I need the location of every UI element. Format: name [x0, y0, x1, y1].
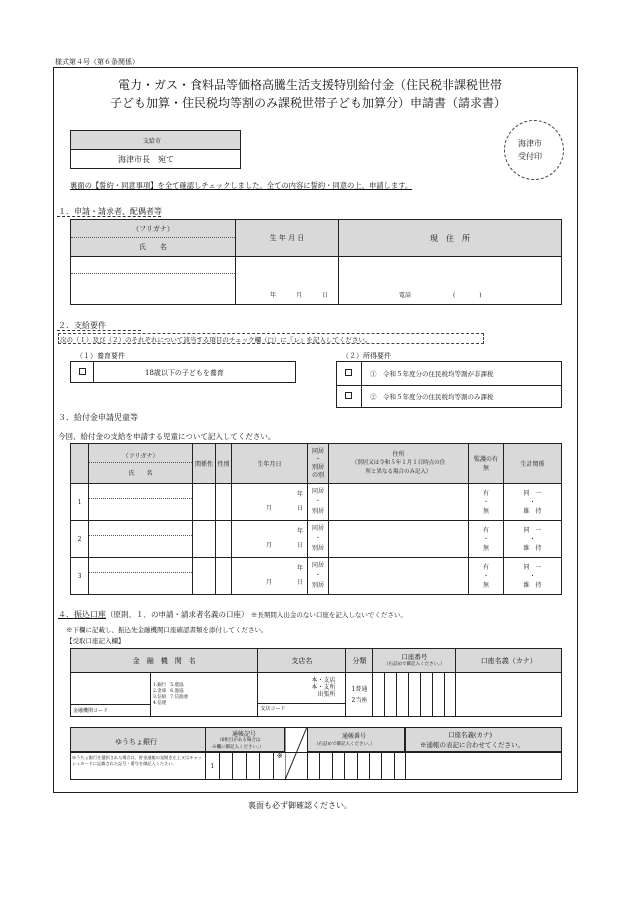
yucho-number-header: 通帳番号 — [342, 733, 367, 740]
guardian-no: 無 — [482, 581, 489, 589]
guardian-cell[interactable] — [469, 484, 504, 521]
support-maintain: 維 持 — [523, 581, 542, 589]
account-number-header: 口座番号 — [401, 652, 428, 661]
support-maintain: 維 持 — [523, 507, 542, 515]
cohab-option-2: ・ — [314, 572, 321, 579]
applicant-name-cell[interactable] — [71, 257, 236, 305]
child-address-header: 住所 — [392, 451, 405, 458]
yucho-note: ゆうちょ銀行を選択された場合は、貯金通帳の見開き左上又はキャッシュカードに記載された記号・番号を御記入ください。 — [72, 755, 202, 766]
requirement2-divider-h — [336, 385, 562, 386]
yucho-row-divider — [70, 752, 562, 753]
yucho-holder-sub: ※通帳の表記に合わせてください。 — [420, 741, 524, 749]
branch-header: 支店名 — [291, 656, 313, 665]
guardian-no: 無 — [482, 544, 489, 552]
yucho-number-boxes[interactable] — [307, 752, 406, 780]
form-number: 様式第４号（第６条関係） — [55, 58, 139, 66]
relation-header: 関係性 — [194, 461, 213, 468]
cohab-option-3: 別居 — [311, 545, 324, 552]
birth-day: 日 — [296, 505, 303, 512]
relation-cell[interactable] — [193, 558, 216, 595]
sex-cell[interactable] — [216, 484, 232, 521]
stamp-line-1: 海津市 — [518, 139, 542, 148]
branch-code-label: 支店コード — [258, 703, 345, 715]
relation-cell[interactable] — [193, 521, 216, 558]
account-entry-label: 【受取口座記入欄】 — [66, 637, 125, 645]
yucho-symbol-sub2: ※欄に御記入ください。） — [212, 745, 264, 750]
requirement2-heading: （２）所得要件 — [342, 352, 391, 360]
child-birth-header: 生年月日 — [257, 461, 282, 468]
birth-year: 年 — [296, 491, 303, 498]
yucho-label: ゆうちょ銀行 — [115, 738, 157, 746]
guardian-yes: 有 — [482, 526, 489, 534]
section4-heading-paren: （原則、１．の申請・請求者名義の口座） — [106, 610, 249, 619]
income-option1-checkbox[interactable] — [345, 369, 352, 376]
bank-type-cell[interactable] — [151, 673, 258, 717]
child-name-cell[interactable] — [89, 521, 193, 558]
applicant-birth-label: 生 年 月 日 — [269, 234, 305, 242]
footer-note: 裏面も必ず御確認ください。 — [248, 801, 352, 810]
bank-code-label: 金融機関コード — [71, 704, 150, 716]
support-same: 同 一 — [523, 489, 542, 497]
support-sep: ・ — [529, 498, 536, 506]
branch-cell[interactable] — [258, 673, 346, 717]
child-name-cell[interactable] — [89, 484, 193, 521]
bank-type-3: 3.信組 — [153, 694, 167, 700]
yucho-symbol-header: 通帳記号 — [232, 731, 257, 738]
child-row-2 — [71, 521, 562, 558]
sex-cell[interactable] — [216, 558, 232, 595]
sex-cell[interactable] — [216, 521, 232, 558]
title-line-1: 電力・ガス・食料品等価格高騰生活支援特別給付金（住民税非課税世帯 — [118, 78, 503, 92]
income-option2-checkbox[interactable] — [345, 392, 352, 399]
yucho-diagonal — [285, 727, 307, 780]
cohab-header-3: 別居 — [311, 463, 324, 471]
cohab-option-3: 別居 — [311, 582, 324, 589]
bank-type-5: 5.農協 — [170, 682, 184, 688]
guardian-header-2: 無 — [482, 464, 489, 472]
applicant-name-label: 氏 名 — [139, 243, 167, 251]
guardian-sep: ・ — [482, 572, 489, 580]
support-sep: ・ — [529, 572, 536, 580]
section2-heading: ２．支給要件 — [58, 321, 106, 330]
income-option1-label: ① 令和５年度分の住民税均等割が非課税 — [370, 370, 494, 378]
cohab-option-3: 別居 — [311, 508, 324, 515]
payer-value: 海津市長 宛て — [118, 155, 174, 164]
cohab-option-2: ・ — [314, 498, 321, 505]
bank-type-7: 7.信漁連 — [170, 694, 189, 700]
support-sep: ・ — [529, 535, 536, 543]
cohab-option-2: ・ — [314, 535, 321, 542]
cohab-cell[interactable] — [308, 558, 329, 595]
cohab-header-1: 同居 — [311, 447, 324, 455]
cohab-header-2: ・ — [314, 455, 321, 463]
child-row-number: 1 — [71, 484, 89, 521]
guardian-sep: ・ — [482, 535, 489, 543]
bank-type-1: 1.銀行 — [153, 682, 167, 688]
requirement1-heading: （１）養育要件 — [76, 352, 125, 360]
children-table — [70, 443, 562, 595]
sex-header: 性別 — [217, 461, 230, 468]
yucho-star: ※ — [276, 752, 283, 760]
support-header: 生計関係 — [520, 461, 545, 468]
account-holder-header: 口座名義（カナ） — [480, 656, 537, 665]
support-cell[interactable] — [504, 484, 562, 521]
birth-day: 日 — [296, 579, 303, 586]
guardian-cell[interactable] — [469, 521, 504, 558]
account-type-1: 1普通 — [351, 685, 368, 693]
applicant-birth-year: 年 — [270, 292, 277, 299]
child-name-header: 氏 名 — [128, 469, 153, 477]
account-type-2: 2当座 — [351, 696, 368, 704]
yucho-symbol-sub1: （6桁目がある場合は — [217, 738, 261, 743]
phone-label: 電話 — [399, 292, 412, 299]
branch-type-3: 出張所 — [317, 691, 336, 698]
account-holder-cell[interactable] — [456, 673, 562, 717]
bank-name-cell[interactable] — [71, 673, 151, 717]
child-row-number: 3 — [71, 558, 89, 595]
birth-day: 日 — [296, 542, 303, 549]
child-address-sub1: （別居又は令和５年１月１日時点の住 — [351, 460, 446, 466]
section1-heading: １．申請・請求者、配偶者等 — [58, 207, 162, 216]
support-same: 同 一 — [523, 563, 542, 571]
birth-month: 月 — [265, 579, 272, 586]
yucho-symbol-boxes[interactable] — [205, 752, 286, 780]
section4-note: ※下欄に記載し、振込先金融機関口座確認書類を添付してください。 — [66, 626, 268, 634]
account-number-cell[interactable] — [373, 673, 456, 717]
branch-type-1: 本・支店 — [311, 677, 336, 684]
child-birth-cell[interactable] — [232, 484, 308, 521]
branch-type-2: 本・支所 — [311, 684, 336, 691]
requirement1-checkbox[interactable] — [79, 368, 86, 375]
child-row-number: 2 — [71, 521, 89, 558]
support-cell[interactable] — [504, 558, 562, 595]
child-row-1 — [71, 484, 562, 521]
yucho-holder-input[interactable] — [405, 752, 563, 780]
applicant-birth-cell[interactable] — [236, 257, 339, 305]
guardian-yes: 有 — [482, 563, 489, 571]
title-line-2: 子ども加算・住民税均等割のみ課税世帯子ども加算分）申請書（請求書） — [110, 96, 507, 110]
applicant-address-label: 現 住 所 — [430, 233, 470, 243]
bank-name-header: 金 融 機 関 名 — [132, 656, 196, 665]
yucho-holder-header: 口座名義(カナ) — [448, 731, 493, 739]
section3-note: 今回、給付金の支給を申請する児童について記入してください。 — [58, 432, 276, 441]
section1-underline — [57, 216, 161, 217]
section3-heading: ３．給付金申請児童等 — [58, 413, 138, 422]
account-number-sub: （右詰めで御記入ください。） — [384, 661, 445, 667]
support-maintain: 維 持 — [523, 544, 542, 552]
support-same: 同 一 — [523, 526, 542, 534]
cohab-header-4: の別 — [311, 471, 324, 479]
guardian-cell[interactable] — [469, 558, 504, 595]
child-furigana-header: （フリガナ） — [89, 451, 192, 463]
child-address-sub2: 所と異なる場合のみ記入） — [365, 469, 432, 475]
child-birth-cell[interactable] — [232, 521, 308, 558]
phone-paren: ( ) — [452, 292, 482, 299]
reception-stamp-circle — [504, 120, 564, 180]
section2-instruction: 次の（１）及び（２）のそれぞれについて該当する項目のチェック欄（□）に『レ』を記入してください。 — [60, 336, 372, 344]
bank-type-6: 6.漁協 — [170, 688, 184, 694]
cohab-cell[interactable] — [308, 521, 329, 558]
guardian-sep: ・ — [482, 498, 489, 506]
birth-year: 年 — [296, 528, 303, 535]
account-type-cell[interactable] — [346, 673, 373, 717]
child-address-cell[interactable] — [329, 521, 469, 558]
yucho-first-digit: 1 — [210, 762, 215, 770]
child-row-3 — [71, 558, 562, 595]
guardian-header-1: 監護の有 — [473, 455, 498, 463]
section4-heading-main: ４．振込口座 — [58, 610, 106, 619]
birth-year: 年 — [296, 565, 303, 572]
birth-month: 月 — [265, 505, 272, 512]
applicant-furigana-label: （フリガナ） — [71, 224, 235, 238]
applicant-birth-day: 日 — [321, 292, 328, 299]
child-address-cell[interactable] — [329, 484, 469, 521]
payer-label: 支給市 — [143, 138, 162, 145]
bank-type-4: 4.信連 — [153, 700, 167, 706]
cohab-cell[interactable] — [308, 484, 329, 521]
support-cell[interactable] — [504, 521, 562, 558]
account-type-header: 分類 — [352, 656, 367, 665]
requirement1-label: 18歳以下の子どもを養育 — [145, 369, 224, 377]
requirement1-divider — [93, 361, 94, 383]
income-option2-label: ② 令和５年度分の住民税均等割のみ課税 — [370, 393, 494, 401]
stamp-line-2: 受付印 — [518, 152, 542, 161]
child-birth-cell[interactable] — [232, 558, 308, 595]
consent-statement: 裏面の【誓約・同意事項】を全て確認しチェックしました。全ての内容に誓約・同意の上、申請します。 — [70, 181, 413, 190]
bank-type-2: 2.金庫 — [153, 688, 167, 694]
guardian-yes: 有 — [482, 489, 489, 497]
child-name-cell[interactable] — [89, 558, 193, 595]
section2-underline — [57, 330, 141, 331]
guardian-no: 無 — [482, 507, 489, 515]
applicant-birth-month: 月 — [295, 292, 302, 299]
relation-cell[interactable] — [193, 484, 216, 521]
cohab-option-1: 同居 — [311, 562, 324, 569]
yucho-number-sub: （右詰めで御記入ください。） — [314, 742, 375, 747]
applicant-address-cell[interactable] — [339, 257, 562, 305]
child-address-cell[interactable] — [329, 558, 469, 595]
applicant-table — [70, 219, 562, 305]
section4-heading — [58, 609, 407, 620]
birth-month: 月 — [265, 542, 272, 549]
bank-account-table — [70, 648, 562, 717]
cohab-option-1: 同居 — [311, 525, 324, 532]
section4-heading-note: ※長期間入出金のない口座を記入しないでください。 — [250, 611, 407, 619]
cohab-option-1: 同居 — [311, 488, 324, 495]
